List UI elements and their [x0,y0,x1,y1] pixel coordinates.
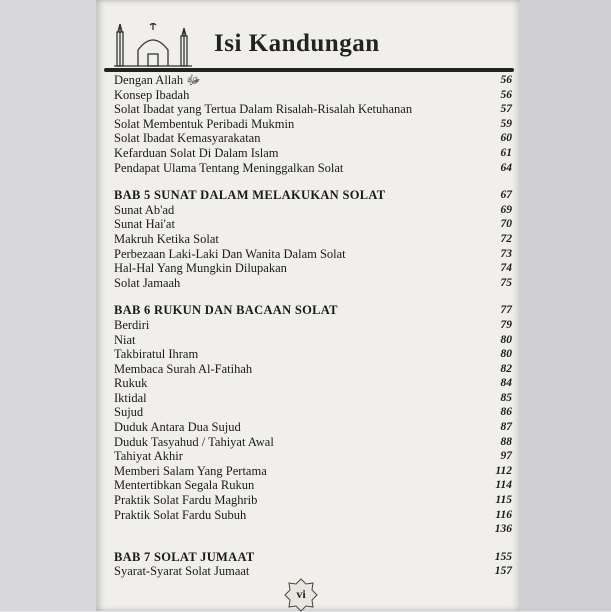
toc-entry [114,391,512,406]
toc-entry-title: Konsep Ibadah [114,87,190,102]
toc-entry-title: Mentertibkan Segala Rukun [114,478,255,493]
toc-entry [114,376,512,391]
page-title: Isi Kandungan [214,30,380,57]
toc-entry-title: Hal-Hal Yang Mungkin Dilupakan [114,261,287,276]
toc-entry-page: 69 [500,203,512,216]
toc-entry-title: Sujud [114,405,144,420]
toc-entry-page: 87 [500,421,512,434]
toc-entry [114,73,512,88]
table-of-contents [114,73,512,579]
chapter-heading [114,188,512,203]
toc-entry-title: Dengan Allah ﷻ [114,73,201,87]
background-right [519,0,611,611]
chapter-page: 77 [500,304,512,317]
toc-entry-page: 75 [500,276,512,289]
toc-entry-page: 88 [500,435,512,448]
toc-entry-title: Tahiyat Akhir [114,449,183,464]
toc-entry [114,276,512,291]
chapter-title: BAB 7 SOLAT JUMAAT [114,549,255,564]
header-rule [104,68,514,72]
toc-entry [114,88,512,103]
toc-entry [114,102,512,117]
toc-entry-page: 114 [495,479,512,492]
toc-entry-page: 97 [500,450,512,463]
toc-entry-page: 56 [500,74,512,86]
toc-entry-title: Duduk Tasyahud / Tahiyat Awal [114,434,274,449]
toc-entry [114,247,512,262]
toc-entry-title: Pendapat Ulama Tentang Meninggalkan Solat [114,160,344,175]
toc-entry [114,146,512,161]
toc-entry-page: 72 [500,232,512,245]
background-left [0,0,96,611]
toc-entry-page: 56 [500,88,512,101]
toc-entry-title: Niat [114,332,136,347]
chapter-page: 67 [500,189,512,202]
toc-entry-title: Sunat Ab'ad [114,202,175,217]
toc-entry-page: 59 [500,117,512,130]
toc-entry-page: 61 [500,146,512,159]
page-header [96,14,520,72]
toc-entry [114,493,512,508]
toc-entry [114,435,512,450]
toc-entry [114,564,512,579]
toc-entry [114,405,512,420]
toc-entry [114,508,512,523]
toc-entry-title: Solat Ibadat Kemasyarakatan [114,131,261,146]
page-footer [284,578,318,612]
toc-entry-title: Memberi Salam Yang Pertama [114,463,267,478]
toc-entry-page: 80 [500,348,512,361]
toc-entry-page: 84 [500,377,512,390]
toc-entry-page: 112 [495,464,512,477]
toc-entry-page: 73 [500,247,512,260]
page-number: vi [296,587,306,601]
toc-entry [114,203,512,218]
toc-entry-title: Berdiri [114,317,150,332]
toc-entry-page: 85 [500,391,512,404]
toc-entry [114,161,512,176]
toc-entry-title: Makruh Ketika Solat [114,231,219,246]
toc-entry [114,522,512,537]
toc-entry-page: 64 [500,161,512,174]
toc-entry [114,117,512,132]
toc-entry-page: 82 [500,362,512,375]
toc-entry-title: Solat Jamaah [114,275,181,290]
toc-entry-title: Praktik Solat Fardu Subuh [114,507,247,522]
toc-entry-page: 86 [500,406,512,419]
toc-entry-page: 136 [494,523,512,536]
toc-entry-page: 60 [500,132,512,145]
toc-entry-title: Rukuk [114,376,148,391]
toc-entry-page: 115 [495,494,512,507]
toc-entry [114,420,512,435]
toc-entry [114,333,512,348]
toc-entry [114,131,512,146]
toc-entry-title: Solat Membentuk Peribadi Mukmin [114,116,295,131]
chapter-title: BAB 6 RUKUN DAN BACAAN SOLAT [114,303,338,318]
toc-entry-title: Kefarduan Solat Di Dalam Islam [114,145,279,160]
mosque-icon [110,20,196,70]
toc-entry [114,464,512,479]
toc-entry-page: 116 [495,508,512,521]
toc-entry [114,261,512,276]
toc-entry [114,318,512,333]
toc-entry [114,478,512,493]
toc-entry-title: Syarat-Syarat Solat Jumaat [114,564,250,579]
toc-entry [114,362,512,377]
toc-entry [114,217,512,232]
toc-entry-page: 80 [500,333,512,346]
book-page [96,0,520,611]
chapter-heading [114,550,512,565]
chapter-heading [114,303,512,318]
toc-entry [114,449,512,464]
toc-entry-title: Duduk Antara Dua Sujud [114,420,241,435]
chapter-page: 155 [494,550,512,563]
toc-entry [114,347,512,362]
toc-entry-title: Sunat Hai'at [114,217,175,232]
toc-entry [114,232,512,247]
toc-entry-title: Iktidal [114,390,147,405]
toc-entry-page: 70 [500,218,512,231]
chapter-title: BAB 5 SUNAT DALAM MELAKUKAN SOLAT [114,188,386,203]
toc-entry-page: 79 [500,318,512,331]
toc-entry-title: Perbezaan Laki-Laki Dan Wanita Dalam Solat [114,246,346,261]
toc-entry-page: 74 [500,262,512,275]
toc-entry-title: Membaca Surah Al-Fatihah [114,361,253,376]
toc-entry-title: Takbiratul Ihram [114,347,199,362]
toc-entry-title: Praktik Solat Fardu Maghrib [114,493,258,508]
toc-entry-page: 57 [500,103,512,116]
toc-entry-page: 157 [494,565,512,578]
toc-entry-title: Solat Ibadat yang Tertua Dalam Risalah-Risalah Ketuhanan [114,102,413,117]
